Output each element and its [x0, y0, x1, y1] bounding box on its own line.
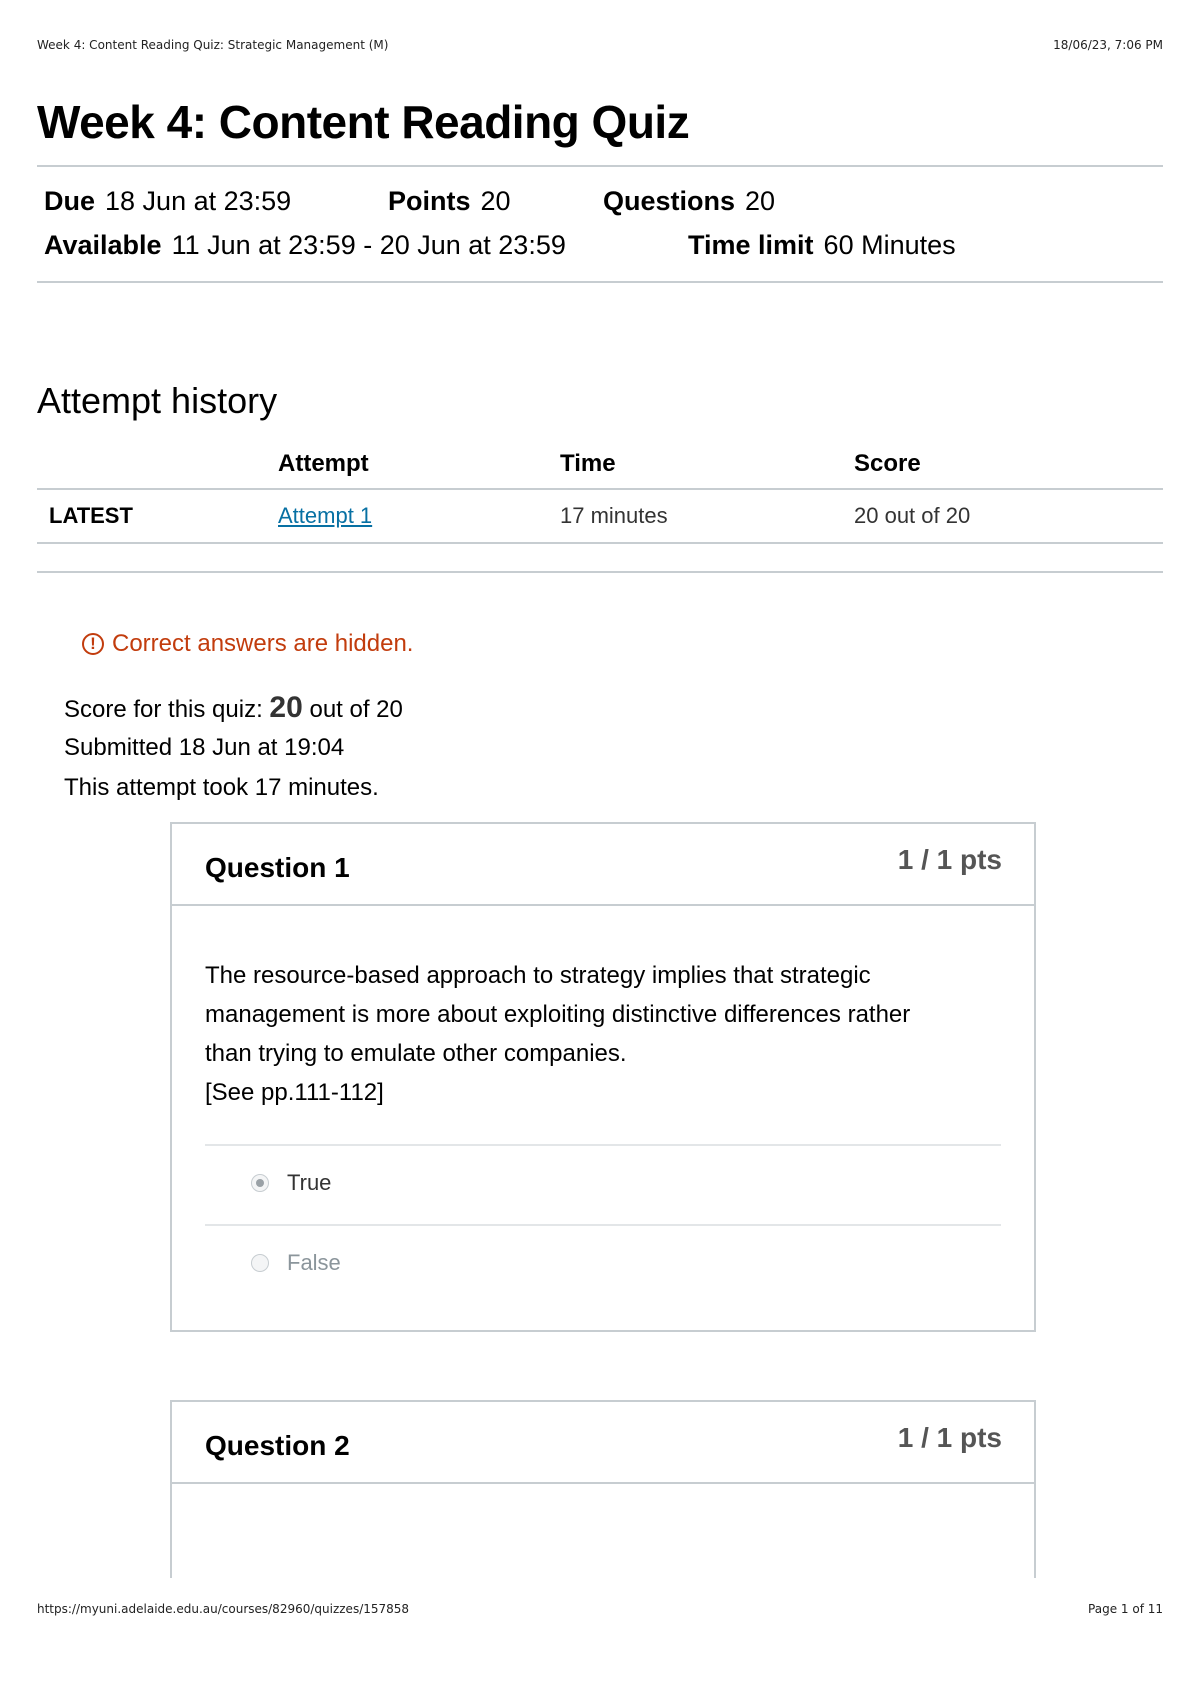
- score-cell: 20 out of 20: [854, 489, 1163, 543]
- table-row: [37, 489, 1163, 543]
- page-title: Week 4: Content Reading Quiz: [37, 96, 690, 148]
- due-meta: [44, 186, 291, 217]
- print-footer-url: https://myuni.adelaide.edu.au/courses/82960/quizzes/157858: [37, 1602, 410, 1616]
- table-header-row: [37, 440, 1163, 489]
- score-value: 20: [269, 691, 303, 724]
- column-header-attempt: Attempt: [278, 440, 560, 489]
- question-text-line: management is more about exploiting distinctive differences rather: [205, 1001, 911, 1028]
- question-text-line: [See pp.111-112]: [205, 1079, 384, 1106]
- available-value: 11 Jun at 23:59 - 20 Jun at 23:59: [171, 230, 566, 260]
- question-points: 1 / 1 pts: [897, 1422, 1002, 1453]
- due-label: Due: [44, 186, 96, 216]
- questions-value: 20: [745, 186, 776, 216]
- available-label: Available: [44, 230, 162, 260]
- print-footer: [37, 1602, 1163, 1616]
- warning-icon: !: [82, 633, 104, 655]
- question-title: Question 1: [205, 852, 350, 883]
- time-limit-value: 60 Minutes: [823, 230, 956, 260]
- attempt-1-link[interactable]: Attempt 1: [278, 503, 373, 528]
- attempt-cell: [278, 489, 560, 543]
- quiz-summary: [64, 688, 403, 808]
- attempt-history-title: Attempt history: [37, 380, 278, 421]
- question-title: Question 2: [205, 1430, 350, 1461]
- time-limit-label: Time limit: [688, 230, 814, 260]
- answer-option-true[interactable]: [205, 1144, 1001, 1224]
- print-header-timestamp: 18/06/23, 7:06 PM: [1053, 38, 1163, 52]
- answer-list: [205, 1144, 1001, 1304]
- print-header-title: Week 4: Content Reading Quiz: Strategic Management (M): [37, 38, 389, 52]
- question-points: 1 / 1 pts: [897, 844, 1002, 875]
- duration-line: This attempt took 17 minutes.: [64, 774, 379, 801]
- score-prefix: Score for this quiz:: [64, 696, 270, 723]
- question-header: [172, 1402, 1034, 1484]
- column-header-tag: [37, 440, 278, 489]
- submitted-line: Submitted 18 Jun at 19:04: [64, 734, 345, 761]
- divider: [37, 281, 1163, 283]
- radio-unselected-icon[interactable]: [251, 1254, 269, 1272]
- latest-tag: LATEST: [37, 489, 278, 543]
- correct-answers-hidden-notice: [82, 630, 413, 658]
- print-header: [37, 38, 1163, 52]
- points-value: 20: [480, 186, 511, 216]
- attempt-history-table: [37, 440, 1163, 544]
- answer-label: False: [287, 1250, 341, 1275]
- due-value: 18 Jun at 23:59: [105, 186, 292, 216]
- time-cell: 17 minutes: [560, 489, 854, 543]
- available-meta: [44, 230, 566, 261]
- question-text-line: than trying to emulate other companies.: [205, 1040, 627, 1067]
- question-card: [170, 822, 1036, 1332]
- answer-option-false[interactable]: [205, 1224, 1001, 1304]
- column-header-time: Time: [560, 440, 854, 489]
- divider: [37, 571, 1163, 573]
- time-limit-meta: [688, 230, 956, 261]
- divider: [37, 165, 1163, 167]
- questions-label: Questions: [603, 186, 736, 216]
- questions-meta: [603, 186, 775, 217]
- question-text: [205, 956, 1005, 1112]
- quiz-score-line: [64, 688, 403, 728]
- question-text-line: The resource-based approach to strategy implies that strategic: [205, 962, 871, 989]
- points-meta: [388, 186, 511, 217]
- column-header-score: Score: [854, 440, 1163, 489]
- answer-label: True: [287, 1170, 332, 1195]
- question-header: [172, 824, 1034, 906]
- points-label: Points: [388, 186, 471, 216]
- notice-text: Correct answers are hidden.: [112, 630, 414, 657]
- question-card: [170, 1400, 1036, 1578]
- score-suffix: out of 20: [302, 696, 403, 723]
- radio-selected-icon[interactable]: [251, 1174, 269, 1192]
- print-footer-page: Page 1 of 11: [1088, 1602, 1163, 1616]
